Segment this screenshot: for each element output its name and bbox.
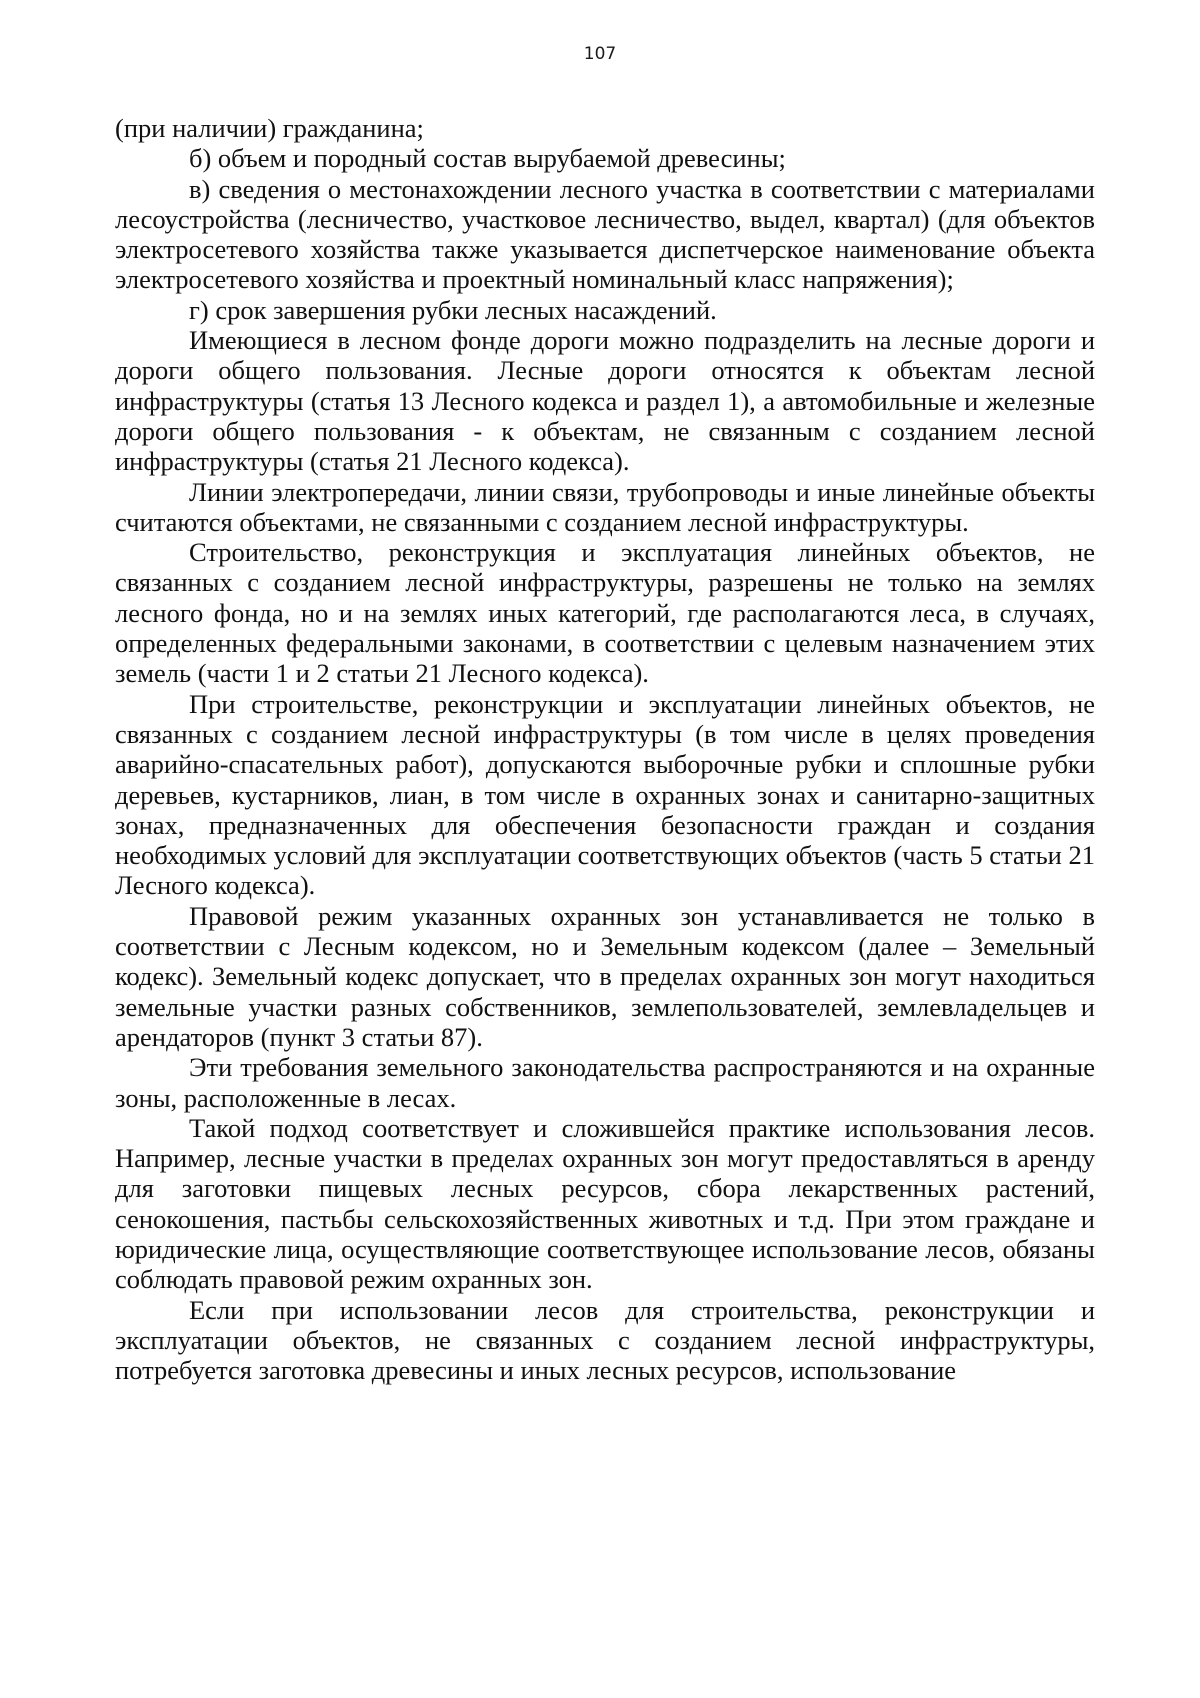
paragraph: в) сведения о местонахождении лесного участка в соответствии с материалами лесоустройства (лесничество, участковое лесничество, выдел, квартал) (для объектов электросетевого хозяйства также указывается диспетчерское наименование объекта электросетевого хозяйства и проектный номинальный класс напряжения); (115, 173, 1095, 295)
paragraph: г) срок завершения рубки лесных насаждений. (189, 294, 717, 325)
paragraph: Имеющиеся в лесном фонде дороги можно подразделить на лесные дороги и дороги общего пользования. Лесные дороги относятся к объектам лесной инфраструктуры (статья 13 Лесного кодекса и раздел 1), а автомобильные и железные дороги общего пользования - к объектам, не связанным с созданием лесной инфраструктуры (статья 21 Лесного кодекса). (115, 325, 1095, 477)
paragraph: Линии электропередачи, линии связи, трубопроводы и иные линейные объекты считаются объектами, не связанными с созданием лесной инфраструктуры. (115, 476, 1095, 537)
paragraph: Правовой режим указанных охранных зон устанавливается не только в соответствии с Лесным кодексом, но и Земельным кодексом (далее – Земельный кодекс). Земельный кодекс допускает, что в пределах охранных зон могут находиться земельные участки разных собственников, землепользователей, землевладельцев и арендаторов (пункт 3 статьи 87). (115, 900, 1095, 1052)
page-number: 107 (583, 44, 617, 64)
paragraph: б) объем и породный состав вырубаемой древесины; (189, 143, 786, 174)
paragraph: Такой подход соответствует и сложившейся практике использования лесов. Например, лесные участки в пределах охранных зон могут предоставляться в аренду для заготовки пищевых лесных ресурсов, сбора лекарственных растений, сенокошения, пастьбы сельскохозяйственных животных и т.д. При этом граждане и юридические лица, осуществляющие соответствующее использование лесов, обязаны соблюдать правовой режим охранных зон. (115, 1112, 1095, 1295)
paragraph: Если при использовании лесов для строительства, реконструкции и эксплуатации объектов, не связанных с созданием лесной инфраструктуры, потребуется заготовка древесины и иных лесных ресурсов, использование (115, 1294, 1095, 1386)
paragraph: (при наличии) гражданина; (115, 113, 424, 143)
paragraph: Эти требования земельного законодательства распространяются и на охранные зоны, расположенные в лесах. (115, 1052, 1095, 1113)
paragraph: Строительство, реконструкция и эксплуатация линейных объектов, не связанных с созданием лесной инфраструктуры, разрешены не только на землях лесного фонда, но и на землях иных категорий, где располагаются леса, в случаях, определенных федеральными законами, в соответствии с целевым назначением этих земель (части 1 и 2 статьи 21 Лесного кодекса). (115, 537, 1095, 689)
paragraph: При строительстве, реконструкции и эксплуатации линейных объектов, не связанных с созданием лесной инфраструктуры (в том числе в целях проведения аварийно-спасательных работ), допускаются выборочные рубки и сплошные рубки деревьев, кустарников, лиан, в том числе в охранных зонах и санитарно-защитных зонах, предназначенных для обеспечения безопасности граждан и создания необходимых условий для эксплуатации соответствующих объектов (часть 5 статьи 21 Лесного кодекса). (115, 688, 1095, 901)
body-text (115, 113, 1095, 1385)
